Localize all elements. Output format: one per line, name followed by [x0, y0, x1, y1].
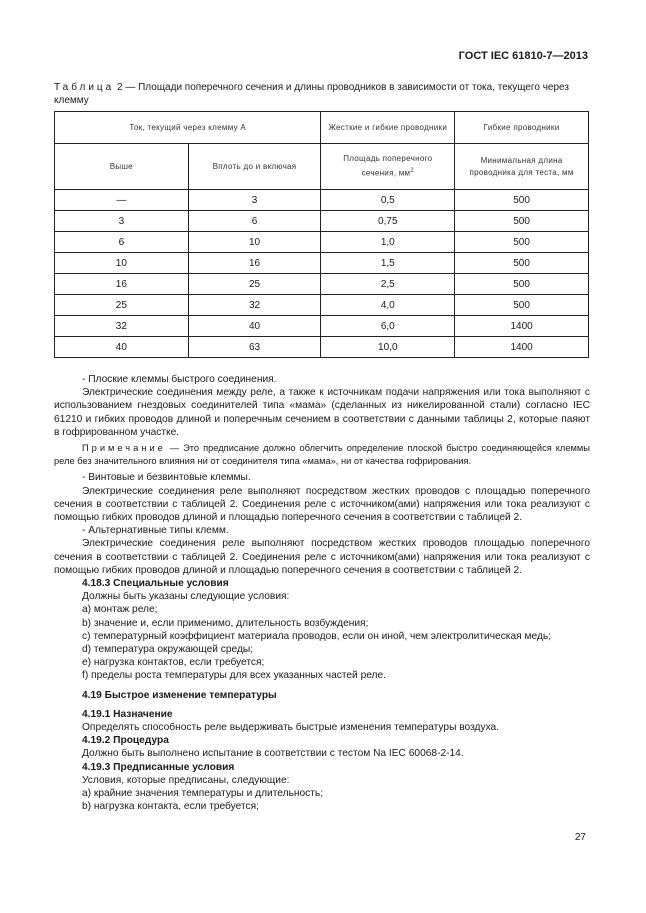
cell-len: 500	[455, 274, 589, 295]
paragraph: Определять способность реле выдерживать быстрые изменения температуры воздуха.	[82, 722, 500, 734]
table-row	[55, 274, 589, 295]
note-text: — Это предписание должно облегчить определение плоской быстро соединяющейся клеммы реле без значительного влияния ни от соединителя типа «мама», ни от качества гофрирования.	[54, 443, 590, 467]
header-rigid: Жесткие и гибкие проводники	[321, 112, 455, 144]
cell-area: 6,0	[321, 316, 455, 337]
paragraph: - Винтовые и безвинтовые клеммы.	[82, 472, 251, 484]
cell-len: 500	[455, 211, 589, 232]
header-current: Ток, текущий через клемму А	[55, 112, 321, 144]
body-text	[54, 373, 590, 814]
list-item: b) нагрузка контакта, если требуется;	[82, 801, 259, 813]
table-row	[55, 190, 589, 211]
cell-area: 0,75	[321, 211, 455, 232]
cell-upto: 3	[188, 190, 321, 211]
table-row	[55, 337, 589, 358]
document-id: ГОСТ IEC 61810-7—2013	[458, 50, 588, 62]
list-item: a) монтаж реле;	[82, 604, 158, 616]
paragraph: Должны быть указаны следующие условия:	[82, 591, 290, 603]
cell-len: 1400	[455, 337, 589, 358]
cell-above: 32	[55, 316, 189, 337]
header-above: Выше	[55, 144, 189, 190]
cell-area: 10,0	[321, 337, 455, 358]
header-area	[321, 144, 455, 190]
table-caption-number: 2	[117, 82, 123, 93]
table-caption-text: — Площади поперечного сечения и длины проводников в зависимости от тока, текущего через клемму	[54, 82, 569, 106]
header-area-text: Площадь поперечного сечения, мм	[343, 154, 433, 178]
table-row	[55, 211, 589, 232]
cell-upto: 25	[188, 274, 321, 295]
cell-above: 25	[55, 295, 189, 316]
cell-above: 3	[55, 211, 189, 232]
cell-upto: 32	[188, 295, 321, 316]
paragraph: - Альтернативные типы клемм.	[82, 525, 229, 537]
cell-above: 40	[55, 337, 189, 358]
list-item: c) температурный коэффициент материала проводов, если он иной, чем электролитическая медь;	[82, 630, 552, 642]
header-upto: Вплоть до и включая	[188, 144, 321, 190]
table-row	[55, 295, 589, 316]
section-heading: 4.19.2 Процедура	[82, 735, 169, 747]
section-heading: 4.19.3 Предписанные условия	[82, 761, 235, 773]
list-item: d) температура окружающей среды;	[82, 644, 254, 656]
list-item: a) крайние значения температуры и длительность;	[82, 788, 324, 800]
table-header-row	[55, 112, 589, 144]
cell-len: 500	[455, 232, 589, 253]
paragraph: - Плоские клеммы быстрого соединения.	[82, 374, 277, 385]
table-caption	[54, 81, 590, 107]
table-caption-label: Таблица	[54, 82, 115, 93]
paragraph: Электрические соединения реле выполняют посредством жестких проводов площадью поперечного сечения в соответствии с таблицей 2. Соединения реле с источником(ами) напряжения или тока реализуют с помощью гибких проводов длиной и площадью поперечного сечения в соответствии с таблицей 2.	[54, 538, 590, 576]
list-item: e) нагрузка контактов, если требуется;	[82, 657, 265, 669]
section-heading: 4.19.1 Назначение	[82, 708, 173, 720]
header-area-sup: 2	[410, 168, 414, 175]
page-number: 27	[574, 832, 586, 843]
section-heading: 4.18.3 Специальные условия	[82, 578, 229, 590]
cell-area: 0,5	[321, 190, 455, 211]
paragraph: Электрические соединения между реле, а также к источникам подачи напряжения или тока выполняют с использованием гнездовых соединителей типа «мама» (сделанных из никелированной стали) согласно IEC 61210 и гибких проводов длиной и поперечным сечением в соответствии с данными таблицы 2, которые паяют в гофрированном участке.	[54, 387, 590, 438]
note-label: Примечание	[82, 443, 166, 454]
cell-len: 500	[455, 295, 589, 316]
cell-upto: 16	[188, 253, 321, 274]
table-row	[55, 316, 589, 337]
cell-upto: 6	[188, 211, 321, 232]
table-subheader-row	[55, 144, 589, 190]
cell-above: 16	[55, 274, 189, 295]
list-item: f) пределы роста температуры для всех указанных частей реле.	[82, 670, 387, 682]
note	[54, 442, 590, 468]
section-heading: 4.19 Быстрое изменение температуры	[82, 689, 277, 701]
conductor-table	[54, 111, 589, 358]
cell-upto: 63	[188, 337, 321, 358]
cell-area: 1,5	[321, 253, 455, 274]
cell-area: 4,0	[321, 295, 455, 316]
cell-len: 500	[455, 253, 589, 274]
table-row	[55, 232, 589, 253]
cell-above: 6	[55, 232, 189, 253]
cell-above: 10	[55, 253, 189, 274]
paragraph: Условия, которые предписаны, следующие:	[82, 774, 290, 786]
cell-len: 500	[455, 190, 589, 211]
table-row	[55, 253, 589, 274]
cell-len: 1400	[455, 316, 589, 337]
cell-upto: 40	[188, 316, 321, 337]
cell-area: 2,5	[321, 274, 455, 295]
header-flexible: Гибкие проводники	[455, 112, 589, 144]
list-item: b) значение и, если применимо, длительность возбуждения;	[82, 617, 369, 629]
cell-upto: 10	[188, 232, 321, 253]
paragraph: Должно быть выполнено испытание в соответствии с тестом Na IEC 60068-2-14.	[82, 748, 464, 760]
header-minlen: Минимальная длина проводника для теста, мм	[455, 144, 589, 190]
paragraph: Электрические соединения реле выполняют посредством жестких проводов с площадью поперечного сечения в соответствии с таблицей 2. Соединения реле с источником(ами) напряжения или тока реализуют с помощью гибких проводов длиной и площадью поперечного сечения в соответствии с таблицей 2.	[54, 485, 590, 524]
cell-above: —	[55, 190, 189, 211]
cell-area: 1,0	[321, 232, 455, 253]
